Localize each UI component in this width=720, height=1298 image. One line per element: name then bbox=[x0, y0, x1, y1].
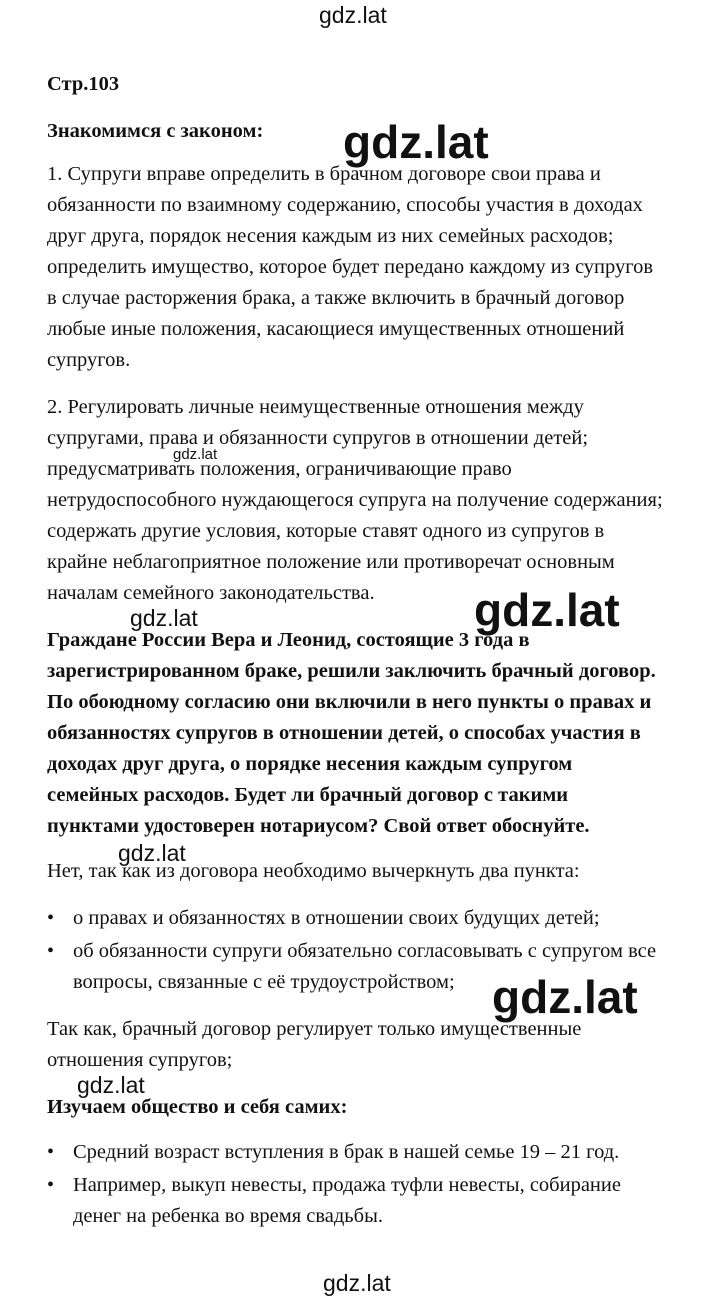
bullet-icon: • bbox=[47, 1174, 55, 1196]
text-line: отношения супругов; bbox=[47, 1049, 233, 1071]
question-line: доходах друг друга, о порядке несения каждым супругом bbox=[47, 753, 573, 775]
text-line: супругами, права и обязанности супругов в отношении детей; bbox=[47, 427, 589, 449]
text-line: содержать другие условия, которые ставят одного из супругов в bbox=[47, 520, 605, 542]
answer-intro: Нет, так как из договора необходимо вычеркнуть два пункта: bbox=[47, 860, 580, 882]
section-heading-study: Изучаем общество и себя самих: bbox=[47, 1096, 348, 1118]
text-line: друг друга, порядок несения каждым из них семейных расходов; bbox=[47, 225, 614, 247]
text-line: предусматривать положения, ограничивающие право bbox=[47, 458, 512, 480]
watermark: gdz.lat bbox=[118, 840, 186, 866]
bullet-icon: • bbox=[47, 940, 55, 962]
list-item-continuation: вопросы, связанные с её трудоустройством; bbox=[73, 971, 455, 993]
list-item: об обязанности супруги обязательно согласовывать с супругом все bbox=[73, 940, 657, 962]
question-line: зарегистрированном браке, решили заключить брачный договор. bbox=[47, 660, 656, 682]
text-line: 1. Супруги вправе определить в брачном договоре свои права и bbox=[47, 163, 601, 185]
list-item: Средний возраст вступления в брак в нашей семье 19 – 21 год. bbox=[73, 1141, 620, 1163]
question-line: пунктами удостоверен нотариусом? Свой ответ обоснуйте. bbox=[47, 815, 590, 837]
watermark-top: gdz.lat bbox=[319, 2, 387, 28]
watermark-tiny: gdz.lat bbox=[173, 446, 218, 463]
watermark-bottom: gdz.lat bbox=[323, 1270, 391, 1296]
question-line: По обоюдному согласию они включили в него пункты о правах и bbox=[47, 691, 652, 713]
question-line: Граждане России Вера и Леонид, состоящие 3 года в bbox=[47, 629, 530, 651]
watermark: gdz.lat bbox=[77, 1072, 145, 1098]
page-reference: Стр.103 bbox=[47, 73, 120, 95]
watermark-large: gdz.lat bbox=[343, 116, 489, 168]
text-line: нетрудоспособного нуждающегося супруга на получение содержания; bbox=[47, 489, 663, 511]
bullet-icon: • bbox=[47, 1141, 55, 1163]
text-line: крайне неблагоприятное положение или противоречат основным bbox=[47, 551, 615, 573]
text-line: любые иные положения, касающиеся имущественных отношений bbox=[47, 318, 625, 340]
watermark-large: gdz.lat bbox=[492, 971, 638, 1023]
text-line: обязанности по взаимному содержанию, способы участия в доходах bbox=[47, 194, 643, 216]
text-line: в случае расторжения брака, а также включить в брачный договор bbox=[47, 287, 625, 309]
bullet-icon: • bbox=[47, 907, 55, 929]
text-line: определить имущество, которое будет передано каждому из супругов bbox=[47, 256, 654, 278]
question-line: обязанностях супругов в отношении детей, о способах участия в bbox=[47, 722, 641, 744]
list-item: о правах и обязанностях в отношении своих будущих детей; bbox=[73, 907, 600, 929]
question-line: семейных расходов. Будет ли брачный договор с такими bbox=[47, 784, 569, 806]
list-item-continuation: денег на ребенка во время свадьбы. bbox=[73, 1205, 383, 1227]
watermark-large: gdz.lat bbox=[474, 584, 620, 636]
list-item: Например, выкуп невесты, продажа туфли невесты, собирание bbox=[73, 1174, 621, 1196]
text-line: Так как, брачный договор регулирует только имущественные bbox=[47, 1018, 582, 1040]
text-line: супругов. bbox=[47, 349, 131, 371]
text-line: началам семейного законодательства. bbox=[47, 582, 375, 604]
section-heading-law: Знакомимся с законом: bbox=[47, 120, 264, 142]
watermark: gdz.lat bbox=[130, 605, 198, 631]
text-line: 2. Регулировать личные неимущественные отношения между bbox=[47, 396, 584, 418]
